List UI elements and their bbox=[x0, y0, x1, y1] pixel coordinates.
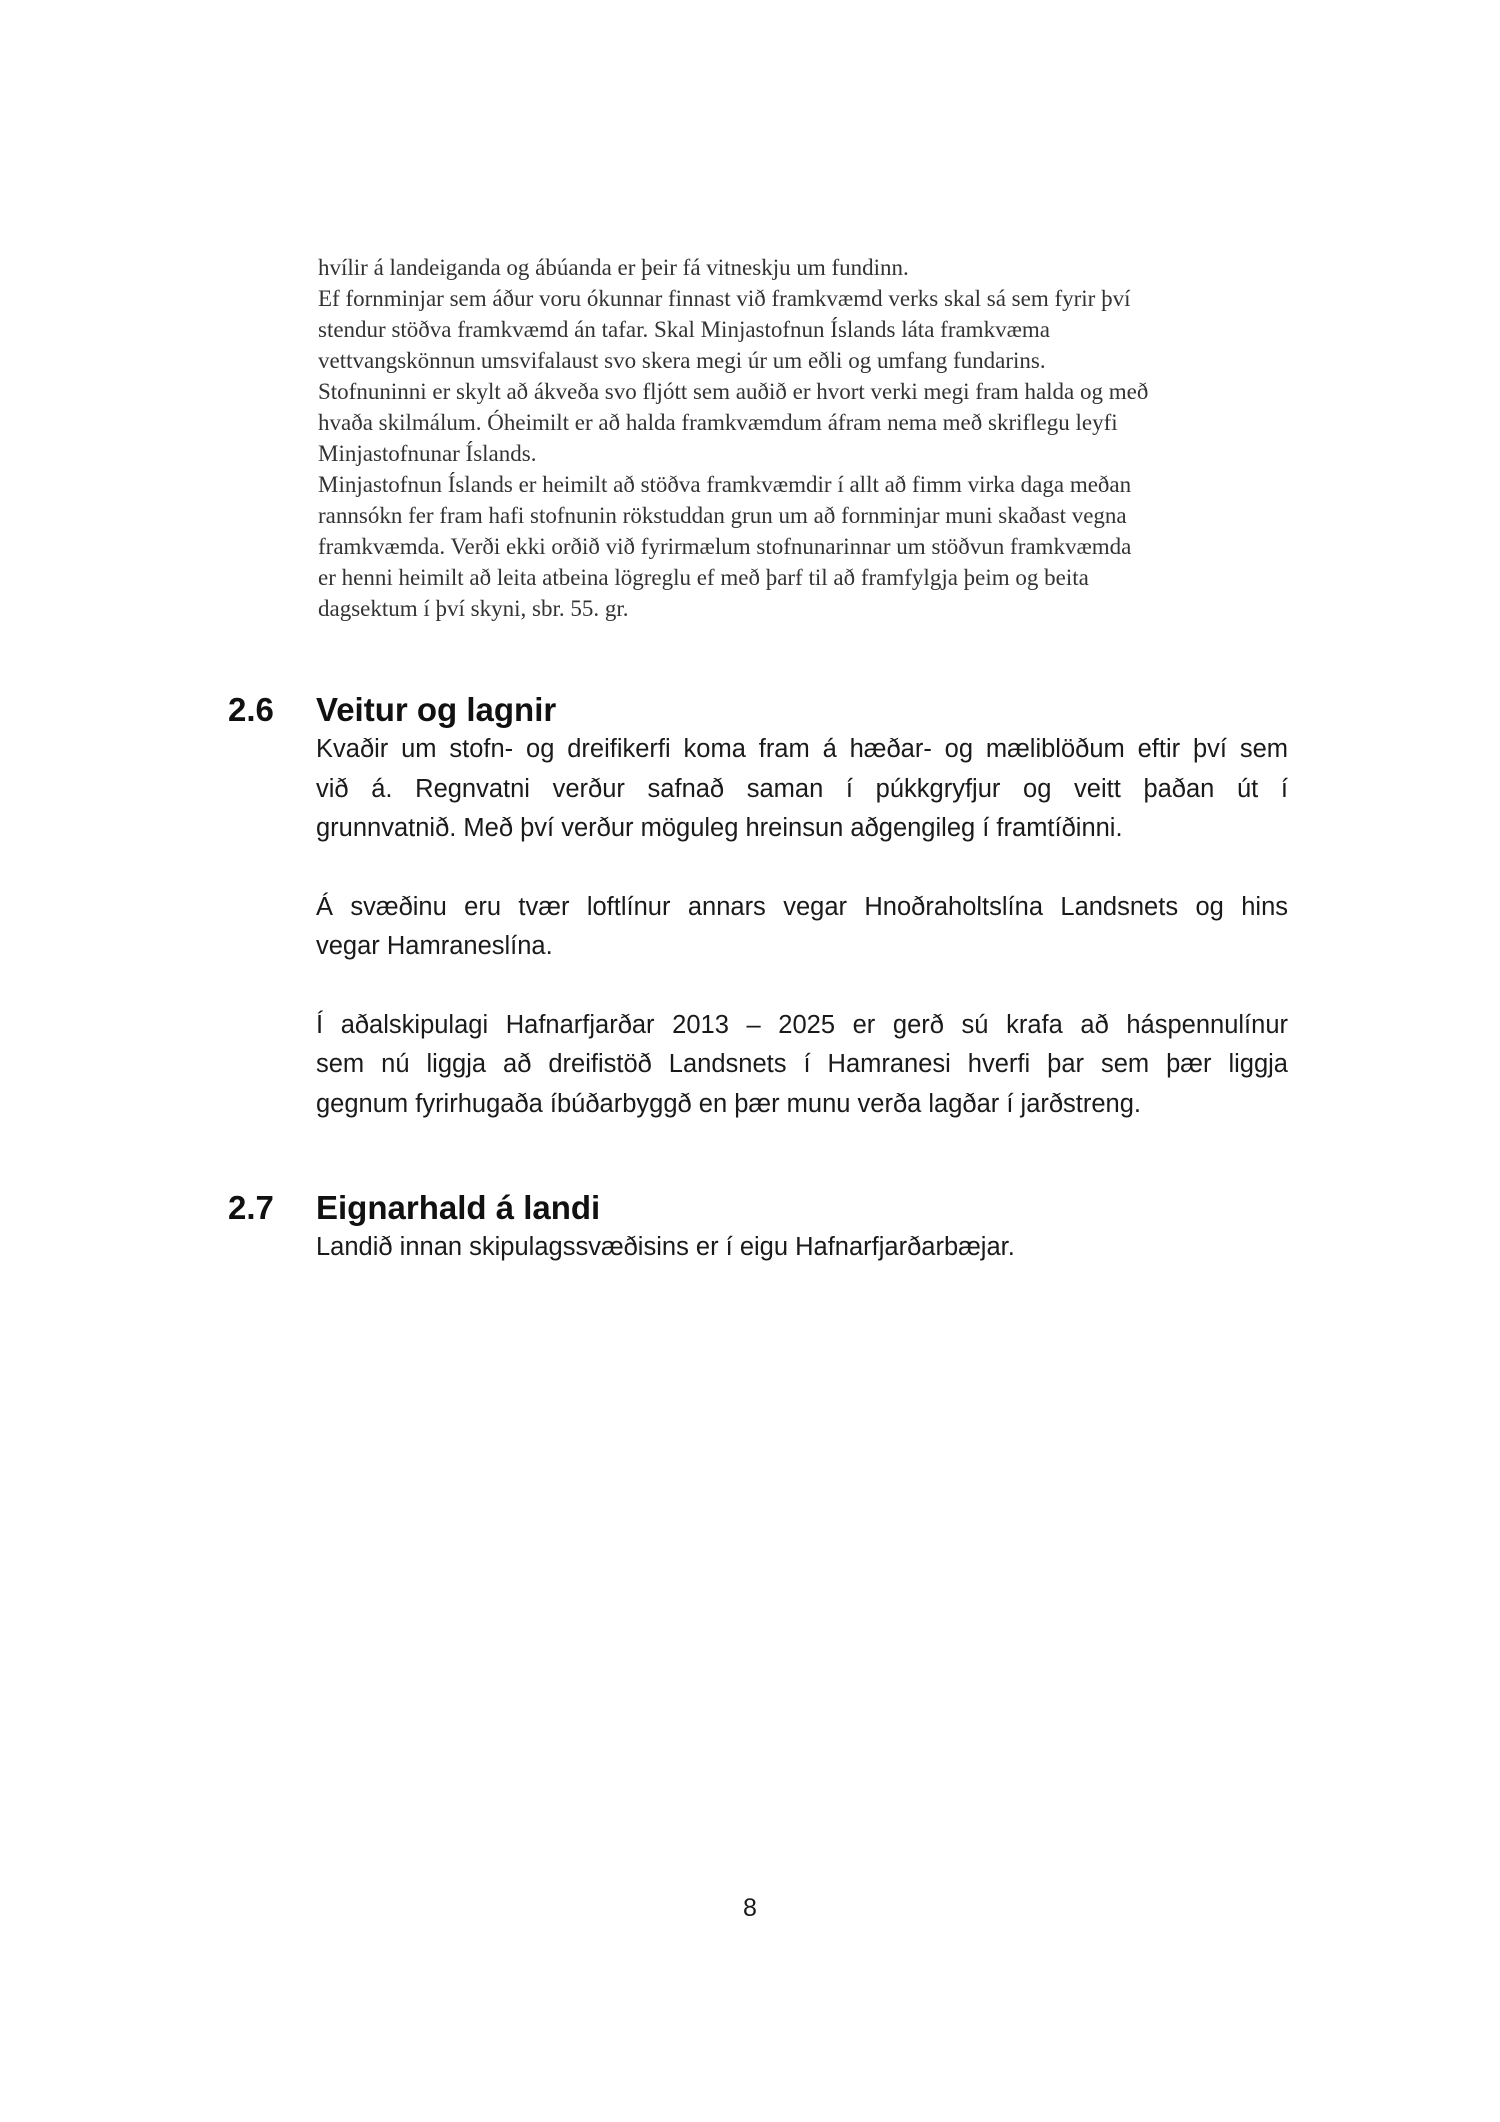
text-line: Landið innan skipulagssvæðisins er í eigu Hafnarfjarðarbæjar. bbox=[316, 1233, 1015, 1261]
paragraph bbox=[316, 1006, 1288, 1125]
text-line: sem nú liggja að dreifistöð Landsnets í Hamranesi hverfi þar sem þær liggja bbox=[316, 1050, 1288, 1078]
text-line: Kvaðir um stofn- og dreifikerfi koma fram á hæðar- og mæliblöðum eftir því sem bbox=[316, 735, 1288, 763]
section-body bbox=[316, 730, 1288, 1124]
text-line: Ef fornminjar sem áður voru ókunnar finnast við framkvæmd verks skal sá sem fyrir því bbox=[318, 286, 1131, 311]
text-line: framkvæmda. Verði ekki orðið við fyrirmælum stofnunarinnar um stöðvun framkvæmda bbox=[318, 534, 1132, 559]
paragraph bbox=[316, 888, 1288, 967]
text-line: Á svæðinu eru tvær loftlínur annars vegar Hnoðraholtslína Landsnets og hins bbox=[316, 892, 1288, 921]
text-line: hvaða skilmálum. Óheimilt er að halda framkvæmdum áfram nema með skriflegu leyfi bbox=[318, 410, 1118, 435]
section-number: 2.6 bbox=[228, 691, 274, 728]
text-line: vettvangskönnun umsvifalaust svo skera megi úr um eðli og umfang fundarins. bbox=[318, 348, 1046, 373]
text-line: dagsektum í því skyni, sbr. 55. gr. bbox=[318, 596, 629, 621]
text-line: grunnvatnið. Með því verður möguleg hreinsun aðgengileg í framtíðinni. bbox=[316, 814, 1123, 842]
text-line: við á. Regnvatni verður safnað saman í púkkgryfjur og veitt þaðan út í bbox=[316, 774, 1288, 803]
paragraph bbox=[316, 730, 1288, 849]
text-line: Minjastofnunar Íslands. bbox=[318, 441, 537, 466]
paragraph bbox=[316, 1228, 1288, 1268]
section-heading bbox=[228, 690, 1288, 730]
text-line: rannsókn fer fram hafi stofnunin rökstuddan grun um að fornminjar muni skaðast vegna bbox=[318, 503, 1127, 528]
section-body bbox=[316, 1228, 1288, 1268]
text-line: er henni heimilt að leita atbeina lögreglu ef með þarf til að framfylgja þeim og beita bbox=[318, 565, 1089, 590]
section-title: Eignarhald á landi bbox=[316, 1189, 601, 1226]
section-title: Veitur og lagnir bbox=[316, 691, 557, 728]
text-line: Minjastofnun Íslands er heimilt að stöðva framkvæmdir í allt að fimm virka daga meðan bbox=[318, 472, 1132, 497]
text-line: vegar Hamraneslína. bbox=[316, 932, 553, 960]
section-eignarhald-a-landi bbox=[228, 1188, 1288, 1307]
text-line: hvílir á landeiganda og ábúanda er þeir fá vitneskju um fundinn. bbox=[318, 255, 909, 280]
section-veitur-og-lagnir bbox=[228, 690, 1288, 1163]
text-line: stendur stöðva framkvæmd án tafar. Skal Minjastofnun Íslands láta framkvæma bbox=[318, 317, 1051, 342]
text-line: gegnum fyrirhugaða íbúðarbyggð en þær munu verða lagðar í jarðstreng. bbox=[316, 1089, 1142, 1118]
text-line: Í aðalskipulagi Hafnarfjarðar 2013 – 2025 er gerð sú krafa að háspennulínur bbox=[316, 1010, 1288, 1039]
text-line: Stofnuninni er skylt að ákveða svo fljótt sem auðið er hvort verki megi fram halda og með bbox=[318, 379, 1149, 404]
legal-text-block bbox=[318, 252, 1288, 624]
section-heading bbox=[228, 1188, 1288, 1228]
section-number: 2.7 bbox=[228, 1189, 274, 1226]
page-number: 8 bbox=[743, 1894, 757, 1922]
